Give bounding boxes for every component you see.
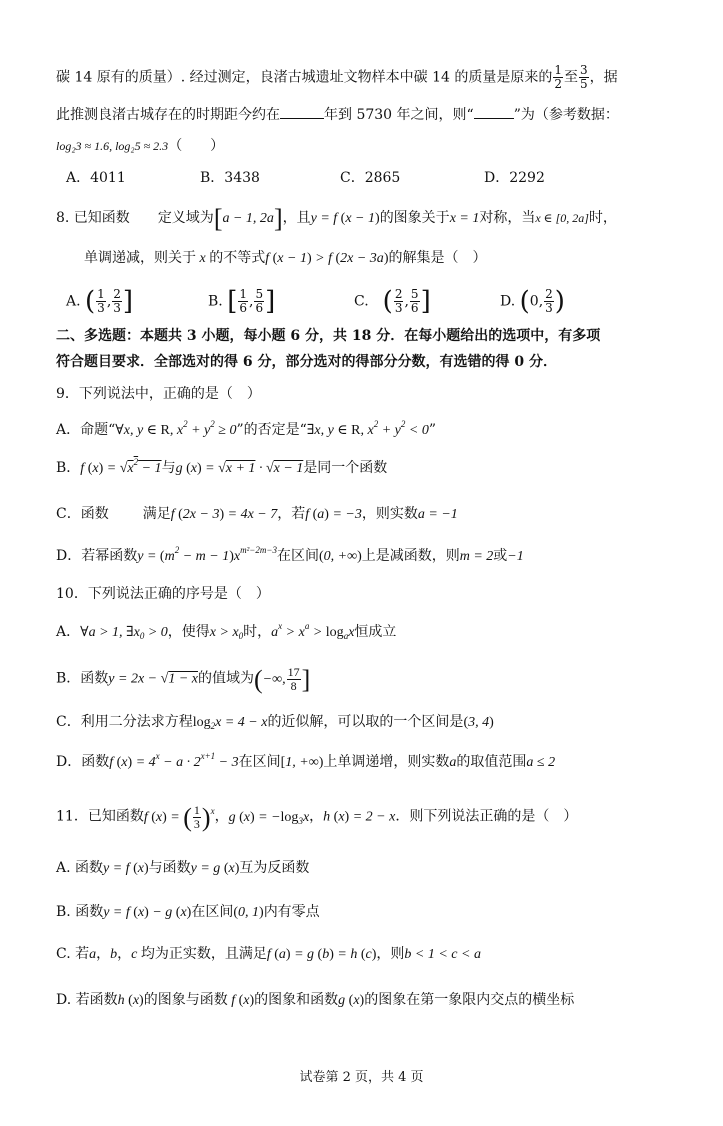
q8-inequality: f (x − 1) > f (2x − 3a): [265, 251, 389, 266]
q7-reference-data: log₂3 ≈ 1.6, log₂5 ≈ 2.3: [56, 139, 169, 153]
q10-option-a: A．∀a > 1, $\exists x_0 > 0$，使得$x > x_0$时，$a^x > x^a > \log_ax$恒成立: [56, 621, 397, 641]
q8-var-x: x: [196, 251, 210, 266]
q7-line2-text: 此推测良渚古城存在的时期距今约在: [56, 107, 280, 123]
q11-option-b: B. 函数y = f (x) − g (x)在区间(0, 1)内有零点: [56, 904, 320, 920]
q7-option-d: D．2292: [484, 170, 545, 186]
q7-option-a: A．4011: [66, 170, 126, 186]
q11-option-d: D. 若函数h (x)的图象与函数 f (x)的图象和函数g (x)的图象在第一象限内交点的横坐标: [56, 992, 575, 1008]
q8-line1: [56, 203, 617, 233]
q8-text-a: 定义域为: [157, 210, 214, 226]
q7-line1-to: 至: [563, 69, 578, 86]
q9-option-a: A．命题“∀x, y ∈ R, $x^2 + y^2 \ge 0$”的否定是“∃x, y ∈ R, $x^2 + y^2 < 0$”: [56, 419, 437, 438]
q7-answer-blank: [280, 104, 324, 119]
q10-option-c: C．利用二分法求方程$\log_2x = 4 - x$的近似解，可以取的一个区间是(3, 4): [56, 714, 494, 731]
q8-text-b: ，且: [282, 210, 311, 226]
q8-option-c: C. ( $\frac{2}{3}$ , $\frac{5}{6}$ ]: [354, 286, 431, 317]
q10-stem: 10．下列说法正确的序号是（ ）: [56, 586, 270, 602]
q8-line2-b: 的不等式: [209, 250, 266, 266]
q9-option-b: B．f $(x) = √x^2 - 1$与g (x) = √x + 1 · √x − 1是同一个函数: [56, 457, 388, 476]
q8-axis: x = 1: [449, 211, 480, 226]
q9-stem: 9．下列说法中，正确的是（ ）: [56, 386, 261, 402]
section2-heading-line1: 二、多选题：本题共 3 小题，每小题 6 分，共 18 分．在每小题给出的选项中，有多项: [56, 328, 601, 344]
q7-option-c: C．2865: [340, 170, 401, 186]
q7-line3: [56, 136, 224, 156]
q8-option-a: A. ( $\frac{1}{3}$ , $\frac{2}{3}$ ]: [66, 286, 134, 317]
q8-domain: [a − 1, 2a]: [213, 203, 283, 233]
q8-text-c: 的图象关于: [379, 210, 450, 226]
q8-text-e: 时，: [588, 210, 617, 226]
q8-label: 8. 已知函数: [56, 210, 130, 226]
section2-heading-line2: 符合题目要求．全部选对的得 6 分，部分选对的得部分分数，有选错的得 0 分．: [56, 354, 557, 370]
q11-option-c: C. 若a，b，c 均为正实数，且满足f (a) = g (b) = h (c)，则b < 1 < c < a: [56, 946, 481, 962]
q7-line2-end: ”为（参考数据：: [513, 107, 619, 123]
q7-option-b: B．3438: [200, 170, 260, 186]
q8-line2: [84, 248, 486, 269]
q10-option-d: D．函数f $(x) = 4^x - a \cdot 2^{x+1} - 3$在区间[1, +∞)上单调递增，则实数a的取值范围a ≤ 2: [56, 751, 556, 770]
q7-line1-end: ，据: [589, 69, 618, 86]
q7-paren: （ ）: [168, 138, 225, 154]
q8-line2-a: 单调递减，则关于: [84, 250, 196, 266]
q8-text-d: 对称，当: [479, 210, 536, 226]
q8-shift-fn: y = f (x − 1): [310, 211, 380, 226]
q9-option-c: C．函数 满足f (2x − 3) = 4x − 7，若f (a) = −3，则实数a = −1: [56, 506, 458, 522]
q10-option-b: B．函数y = 2x − √1 − x的值域为(−∞, $\frac{17}{8}$ ]: [56, 664, 311, 694]
q11-stem: 11．已知函数f (x) = ( $\frac{1}{3}$ )$^x$，g $(x) = -\log_3x$，h (x) = 2 − x．则下列说法正确的是（ ）: [56, 802, 578, 832]
fraction-three-fifths: $\frac{3}{5}$: [579, 63, 588, 91]
page-footer: 试卷第 2 页，共 4 页: [299, 1070, 424, 1085]
q7-line2: [56, 104, 619, 125]
q11-option-a: A. 函数y = f (x)与函数y = g (x)互为反函数: [56, 860, 310, 876]
q7-line2-mid: 年到 5730 年之间，则“: [324, 107, 474, 123]
q8-option-b: B. [ $\frac{1}{6}$ , $\frac{5}{6}$ ]: [208, 286, 276, 317]
q8-option-d: D. (0, $\frac{2}{3}$ ): [500, 286, 565, 317]
q9-option-d: D．若幂函数$y = (m^2 - m - 1)x^{m^2-2m-3}$在区间(0, +∞)上是减函数，则m = 2或−1: [56, 545, 524, 564]
fraction-one-half: $\frac{1}{2}$: [554, 63, 562, 91]
q8-line2-c: 的解集是（ ）: [388, 250, 487, 266]
q7-quote-blank: [474, 104, 514, 119]
q8-interval: x ∈ [0, 2a]: [535, 211, 589, 225]
q7-line1: [56, 64, 618, 91]
q7-line1-text: 碳 14 原有的质量）. 经过测定，良渚古城遗址文物样本中碳 14 的质量是原来的: [56, 69, 553, 86]
